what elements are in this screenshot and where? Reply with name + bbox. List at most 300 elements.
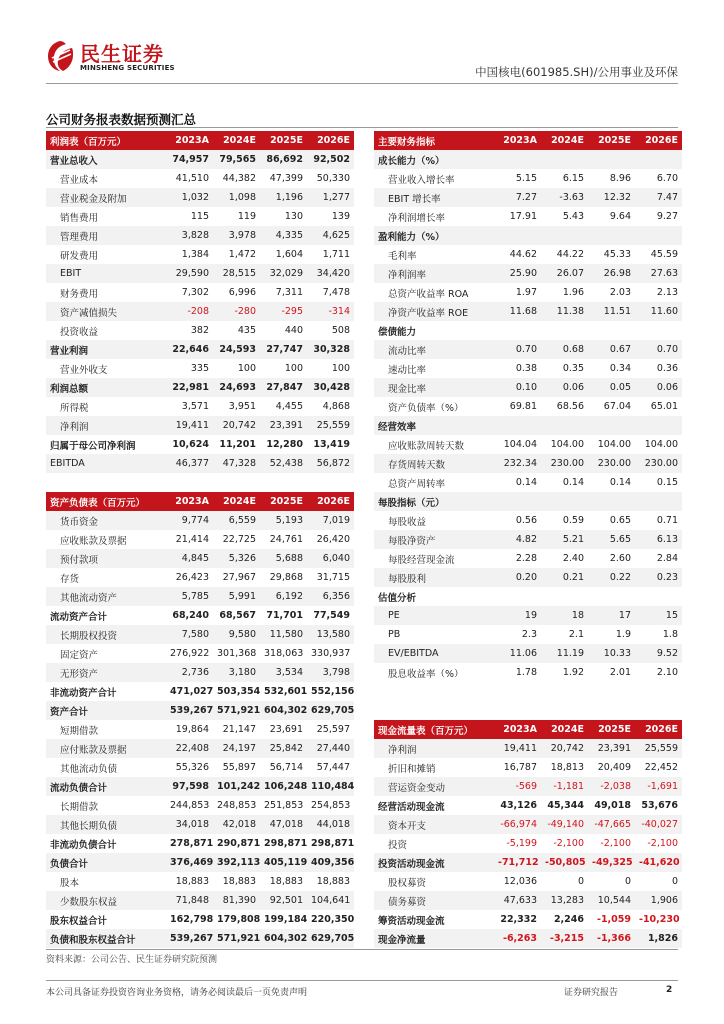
table-row xyxy=(374,169,682,188)
value-cell: 0.06 xyxy=(541,378,588,397)
row-label: 毛利率 xyxy=(374,245,494,264)
row-label: EBIT xyxy=(46,264,166,283)
row-label: PE xyxy=(374,606,494,625)
value-cell: 41,510 xyxy=(166,169,213,188)
row-label: 股权募资 xyxy=(374,872,494,891)
value-cell: 11.19 xyxy=(541,644,588,663)
value-cell: 409,356 xyxy=(307,853,354,872)
value-cell: 26.07 xyxy=(541,264,588,283)
value-cell: 382 xyxy=(166,321,213,340)
value-cell: 100 xyxy=(213,359,260,378)
value-cell: 101,242 xyxy=(213,777,260,796)
year-header-cell: 2025E xyxy=(588,131,635,150)
row-label: 营业利润 xyxy=(46,340,166,359)
value-cell: 4,845 xyxy=(166,549,213,568)
value-cell: 52,438 xyxy=(260,454,307,473)
section-divider xyxy=(46,127,678,128)
value-cell: -66,974 xyxy=(494,815,541,834)
value-cell: 30,428 xyxy=(307,378,354,397)
value-cell: 104,641 xyxy=(307,891,354,910)
row-label: 营业收入增长率 xyxy=(374,169,494,188)
value-cell xyxy=(541,492,588,511)
row-label: 资产减值损失 xyxy=(46,302,166,321)
table-row xyxy=(374,872,682,891)
value-cell: 50,330 xyxy=(307,169,354,188)
value-cell: 3,798 xyxy=(307,663,354,682)
value-cell: 3,951 xyxy=(213,397,260,416)
value-cell: 19,411 xyxy=(166,416,213,435)
table-row xyxy=(374,473,682,492)
table-row xyxy=(46,302,354,321)
value-cell: 47,018 xyxy=(260,815,307,834)
table-row xyxy=(46,739,354,758)
year-header-cell: 2024E xyxy=(213,131,260,150)
value-cell: 5,688 xyxy=(260,549,307,568)
table-row xyxy=(374,340,682,359)
table-row xyxy=(374,226,682,245)
value-cell: 7,580 xyxy=(166,625,213,644)
value-cell: 13,283 xyxy=(541,891,588,910)
value-cell: 10.33 xyxy=(588,644,635,663)
value-cell: 68.56 xyxy=(541,397,588,416)
row-label: 利润总额 xyxy=(46,378,166,397)
value-cell: 7,478 xyxy=(307,283,354,302)
value-cell: 55,326 xyxy=(166,758,213,777)
value-cell: -569 xyxy=(494,777,541,796)
row-label: 无形资产 xyxy=(46,663,166,682)
row-label: 净利润率 xyxy=(374,264,494,283)
value-cell: 251,853 xyxy=(260,796,307,815)
value-cell: 20,742 xyxy=(541,739,588,758)
table-row xyxy=(46,720,354,739)
value-cell: 11,580 xyxy=(260,625,307,644)
value-cell: 0.36 xyxy=(635,359,682,378)
value-cell: 179,808 xyxy=(213,910,260,929)
value-cell: -1,059 xyxy=(588,910,635,929)
value-cell: 67.04 xyxy=(588,397,635,416)
value-cell xyxy=(635,587,682,606)
table-row xyxy=(46,321,354,340)
value-cell: 43,126 xyxy=(494,796,541,815)
value-cell: 244,853 xyxy=(166,796,213,815)
value-cell: 130 xyxy=(260,207,307,226)
value-cell: 2.1 xyxy=(541,625,588,644)
year-header-cell: 2023A xyxy=(494,720,541,739)
table-row xyxy=(374,739,682,758)
value-cell: 0.59 xyxy=(541,511,588,530)
row-label: EBIT 增长率 xyxy=(374,188,494,207)
value-cell: 44.62 xyxy=(494,245,541,264)
value-cell: 5.15 xyxy=(494,169,541,188)
value-cell: 18,883 xyxy=(307,872,354,891)
value-cell: 21,414 xyxy=(166,530,213,549)
value-cell: 6.13 xyxy=(635,530,682,549)
value-cell: 1,472 xyxy=(213,245,260,264)
value-cell: 44,018 xyxy=(307,815,354,834)
value-cell: 0.14 xyxy=(494,473,541,492)
value-cell: 0.23 xyxy=(635,568,682,587)
value-cell: -6,263 xyxy=(494,929,541,948)
value-cell: 104.00 xyxy=(635,435,682,454)
row-label: 速动比率 xyxy=(374,359,494,378)
table-row xyxy=(46,359,354,378)
value-cell: 1,098 xyxy=(213,188,260,207)
value-cell: 0.56 xyxy=(494,511,541,530)
value-cell: 0.35 xyxy=(541,359,588,378)
row-label: 非流动资产合计 xyxy=(46,682,166,701)
value-cell: 16,787 xyxy=(494,758,541,777)
row-label: 存货 xyxy=(46,568,166,587)
table-row xyxy=(374,188,682,207)
value-cell: 6.70 xyxy=(635,169,682,188)
table-row xyxy=(374,644,682,663)
value-cell: 11.06 xyxy=(494,644,541,663)
value-cell: 0.70 xyxy=(494,340,541,359)
value-cell: 532,601 xyxy=(260,682,307,701)
value-cell: 7.47 xyxy=(635,188,682,207)
value-cell: -2,100 xyxy=(588,834,635,853)
value-cell: 2.84 xyxy=(635,549,682,568)
value-cell: 24,761 xyxy=(260,530,307,549)
value-cell: 15 xyxy=(635,606,682,625)
row-label: 现金比率 xyxy=(374,378,494,397)
value-cell: 0 xyxy=(541,872,588,891)
income-statement-table xyxy=(46,131,354,473)
value-cell: 5,326 xyxy=(213,549,260,568)
table-header-row xyxy=(46,131,354,150)
data-source-note: 资料来源：公司公告、民生证券研究院预测 xyxy=(46,955,218,965)
table-row xyxy=(374,492,682,511)
table-row xyxy=(374,150,682,169)
value-cell: 3,571 xyxy=(166,397,213,416)
value-cell: 254,853 xyxy=(307,796,354,815)
value-cell: -3.63 xyxy=(541,188,588,207)
value-cell: 71,848 xyxy=(166,891,213,910)
value-cell: 65.01 xyxy=(635,397,682,416)
value-cell: 552,156 xyxy=(307,682,354,701)
table-row xyxy=(374,435,682,454)
value-cell: 298,871 xyxy=(307,834,354,853)
table-row xyxy=(46,226,354,245)
row-label: 营业成本 xyxy=(46,169,166,188)
value-cell: 11.38 xyxy=(541,302,588,321)
value-cell: 2.10 xyxy=(635,663,682,682)
value-cell: 2.28 xyxy=(494,549,541,568)
value-cell: 3,534 xyxy=(260,663,307,682)
value-cell: -1,691 xyxy=(635,777,682,796)
table-row xyxy=(374,568,682,587)
value-cell xyxy=(588,226,635,245)
value-cell: 220,350 xyxy=(307,910,354,929)
row-label: 负债合计 xyxy=(46,853,166,872)
table-row xyxy=(374,549,682,568)
value-cell: 2.01 xyxy=(588,663,635,682)
page-header xyxy=(0,0,724,86)
year-header-cell: 2024E xyxy=(213,492,260,511)
table-header-row xyxy=(46,492,354,511)
value-cell: 56,714 xyxy=(260,758,307,777)
value-cell: 2,246 xyxy=(541,910,588,929)
row-label: 应付账款及票据 xyxy=(46,739,166,758)
value-cell: 10,624 xyxy=(166,435,213,454)
value-cell: 74,957 xyxy=(166,150,213,169)
value-cell: 45.33 xyxy=(588,245,635,264)
value-cell: 24,693 xyxy=(213,378,260,397)
table-row xyxy=(46,511,354,530)
table-row xyxy=(46,815,354,834)
value-cell: 8.96 xyxy=(588,169,635,188)
value-cell: 81,390 xyxy=(213,891,260,910)
value-cell: 1,032 xyxy=(166,188,213,207)
value-cell: 11.60 xyxy=(635,302,682,321)
value-cell: 79,565 xyxy=(213,150,260,169)
value-cell: -5,199 xyxy=(494,834,541,853)
row-label: 营业总收入 xyxy=(46,150,166,169)
table-row xyxy=(46,853,354,872)
value-cell: -2,100 xyxy=(541,834,588,853)
row-label: 管理费用 xyxy=(46,226,166,245)
value-cell: 1.78 xyxy=(494,663,541,682)
value-cell: 71,701 xyxy=(260,606,307,625)
value-cell: 162,798 xyxy=(166,910,213,929)
table-row xyxy=(374,587,682,606)
row-label: 长期借款 xyxy=(46,796,166,815)
brand-name: 民生证券 xyxy=(80,42,164,66)
table-row xyxy=(46,454,354,473)
table-row xyxy=(46,663,354,682)
value-cell: 27,967 xyxy=(213,568,260,587)
row-label: 总资产收益率 ROA xyxy=(374,283,494,302)
value-cell: 4,455 xyxy=(260,397,307,416)
row-label: 总资产周转率 xyxy=(374,473,494,492)
value-cell: -295 xyxy=(260,302,307,321)
value-cell: 0.05 xyxy=(588,378,635,397)
table-row xyxy=(374,245,682,264)
value-cell: -208 xyxy=(166,302,213,321)
value-cell: 56,872 xyxy=(307,454,354,473)
header-divider xyxy=(46,83,678,84)
value-cell: 110,484 xyxy=(307,777,354,796)
cash-flow-table xyxy=(374,720,682,948)
value-cell: 7,311 xyxy=(260,283,307,302)
row-label: 短期借款 xyxy=(46,720,166,739)
value-cell xyxy=(635,321,682,340)
row-label: 折旧和摊销 xyxy=(374,758,494,777)
table-row xyxy=(46,416,354,435)
value-cell: 47,399 xyxy=(260,169,307,188)
value-cell: 629,705 xyxy=(307,701,354,720)
value-cell: 25,597 xyxy=(307,720,354,739)
row-label: 现金净流量 xyxy=(374,929,494,948)
row-label: 每股指标（元） xyxy=(374,492,494,511)
table-row xyxy=(374,815,682,834)
row-label: 其他长期负债 xyxy=(46,815,166,834)
value-cell: 7,302 xyxy=(166,283,213,302)
value-cell: 9,774 xyxy=(166,511,213,530)
value-cell xyxy=(541,226,588,245)
value-cell: 77,549 xyxy=(307,606,354,625)
value-cell: 0.20 xyxy=(494,568,541,587)
value-cell: -1,181 xyxy=(541,777,588,796)
value-cell: 276,922 xyxy=(166,644,213,663)
row-label: 财务费用 xyxy=(46,283,166,302)
value-cell: 12.32 xyxy=(588,188,635,207)
table-title-cell: 资产负债表（百万元） xyxy=(46,492,166,511)
value-cell: 12,280 xyxy=(260,435,307,454)
value-cell: 1,826 xyxy=(635,929,682,948)
table-row xyxy=(46,245,354,264)
value-cell: 92,502 xyxy=(307,150,354,169)
table-row xyxy=(374,530,682,549)
table-row xyxy=(374,929,682,948)
value-cell: 0.14 xyxy=(541,473,588,492)
value-cell: 4,868 xyxy=(307,397,354,416)
value-cell: 7.27 xyxy=(494,188,541,207)
value-cell xyxy=(494,226,541,245)
value-cell: 539,267 xyxy=(166,929,213,948)
value-cell: 19 xyxy=(494,606,541,625)
table-row xyxy=(374,796,682,815)
value-cell: 26,423 xyxy=(166,568,213,587)
value-cell: 139 xyxy=(307,207,354,226)
table-bottom-divider xyxy=(46,949,678,950)
value-cell: 335 xyxy=(166,359,213,378)
value-cell: 47,633 xyxy=(494,891,541,910)
value-cell: 17.91 xyxy=(494,207,541,226)
value-cell: 1.96 xyxy=(541,283,588,302)
table-row xyxy=(374,302,682,321)
value-cell: 1,711 xyxy=(307,245,354,264)
value-cell: 42,018 xyxy=(213,815,260,834)
value-cell: 2.03 xyxy=(588,283,635,302)
table-row xyxy=(374,207,682,226)
value-cell: 11,201 xyxy=(213,435,260,454)
table-title-cell: 利润表（百万元） xyxy=(46,131,166,150)
value-cell: -3,215 xyxy=(541,929,588,948)
table-row xyxy=(46,758,354,777)
value-cell: 0 xyxy=(635,872,682,891)
row-label: 债务募资 xyxy=(374,891,494,910)
value-cell: 0.38 xyxy=(494,359,541,378)
value-cell: 23,391 xyxy=(588,739,635,758)
value-cell: 26,420 xyxy=(307,530,354,549)
row-label: EBITDA xyxy=(46,454,166,473)
value-cell: 4.82 xyxy=(494,530,541,549)
value-cell: 69.81 xyxy=(494,397,541,416)
row-label: 净资产收益率 ROE xyxy=(374,302,494,321)
value-cell xyxy=(635,226,682,245)
row-label: 预付款项 xyxy=(46,549,166,568)
balance-sheet-table xyxy=(46,492,354,948)
value-cell: 34,420 xyxy=(307,264,354,283)
table-row xyxy=(46,435,354,454)
table-row xyxy=(46,530,354,549)
value-cell: 318,063 xyxy=(260,644,307,663)
row-label: 每股收益 xyxy=(374,511,494,530)
table-row xyxy=(46,378,354,397)
table-header-row xyxy=(374,131,682,150)
value-cell: 2.60 xyxy=(588,549,635,568)
value-cell: 1,196 xyxy=(260,188,307,207)
value-cell xyxy=(635,150,682,169)
row-label: 研发费用 xyxy=(46,245,166,264)
value-cell: 57,447 xyxy=(307,758,354,777)
value-cell: 49,018 xyxy=(588,796,635,815)
value-cell: 1.8 xyxy=(635,625,682,644)
value-cell: 97,598 xyxy=(166,777,213,796)
row-label: 应收账款及票据 xyxy=(46,530,166,549)
row-label: 其他流动负债 xyxy=(46,758,166,777)
value-cell: 55,897 xyxy=(213,758,260,777)
value-cell: 27,847 xyxy=(260,378,307,397)
year-header-cell: 2024E xyxy=(541,131,588,150)
value-cell: 46,377 xyxy=(166,454,213,473)
value-cell: 301,368 xyxy=(213,644,260,663)
value-cell: 26.98 xyxy=(588,264,635,283)
row-label: 所得税 xyxy=(46,397,166,416)
row-label: 每股股利 xyxy=(374,568,494,587)
table-row xyxy=(46,397,354,416)
value-cell: 100 xyxy=(307,359,354,378)
report-subject: 中国核电(601985.SH)/公用事业及环保 xyxy=(475,65,678,79)
year-header-cell: 2026E xyxy=(635,720,682,739)
table-row xyxy=(374,834,682,853)
value-cell xyxy=(494,150,541,169)
value-cell: 0.68 xyxy=(541,340,588,359)
value-cell xyxy=(588,150,635,169)
brand-name-en: MINSHENG SECURITIES xyxy=(80,64,175,72)
value-cell: 6,559 xyxy=(213,511,260,530)
value-cell: 18,813 xyxy=(541,758,588,777)
value-cell: 5,785 xyxy=(166,587,213,606)
value-cell xyxy=(541,587,588,606)
value-cell: -280 xyxy=(213,302,260,321)
value-cell: 5.43 xyxy=(541,207,588,226)
row-label: 货币资金 xyxy=(46,511,166,530)
table-row xyxy=(46,264,354,283)
footer-divider xyxy=(46,980,678,981)
value-cell: 18,883 xyxy=(260,872,307,891)
table-row xyxy=(374,758,682,777)
value-cell: 0.06 xyxy=(635,378,682,397)
value-cell: 629,705 xyxy=(307,929,354,948)
value-cell xyxy=(494,416,541,435)
table-row xyxy=(374,891,682,910)
row-label: 营业外收支 xyxy=(46,359,166,378)
value-cell: 471,027 xyxy=(166,682,213,701)
table-row xyxy=(374,264,682,283)
value-cell: 27.63 xyxy=(635,264,682,283)
year-header-cell: 2023A xyxy=(494,131,541,150)
value-cell: 230.00 xyxy=(635,454,682,473)
row-label: 非流动负债合计 xyxy=(46,834,166,853)
value-cell: 6,192 xyxy=(260,587,307,606)
value-cell: 2,736 xyxy=(166,663,213,682)
value-cell: 25,842 xyxy=(260,739,307,758)
value-cell xyxy=(588,416,635,435)
row-label: 归属于母公司净利润 xyxy=(46,435,166,454)
year-header-cell: 2024E xyxy=(541,720,588,739)
section-title: 公司财务报表数据预测汇总 xyxy=(46,112,197,127)
row-label: 销售费用 xyxy=(46,207,166,226)
value-cell: 115 xyxy=(166,207,213,226)
row-label: 长期股权投资 xyxy=(46,625,166,644)
table-row xyxy=(46,169,354,188)
value-cell: 1,604 xyxy=(260,245,307,264)
row-label: 经营活动现金流 xyxy=(374,796,494,815)
row-label: 资产合计 xyxy=(46,701,166,720)
value-cell xyxy=(588,321,635,340)
